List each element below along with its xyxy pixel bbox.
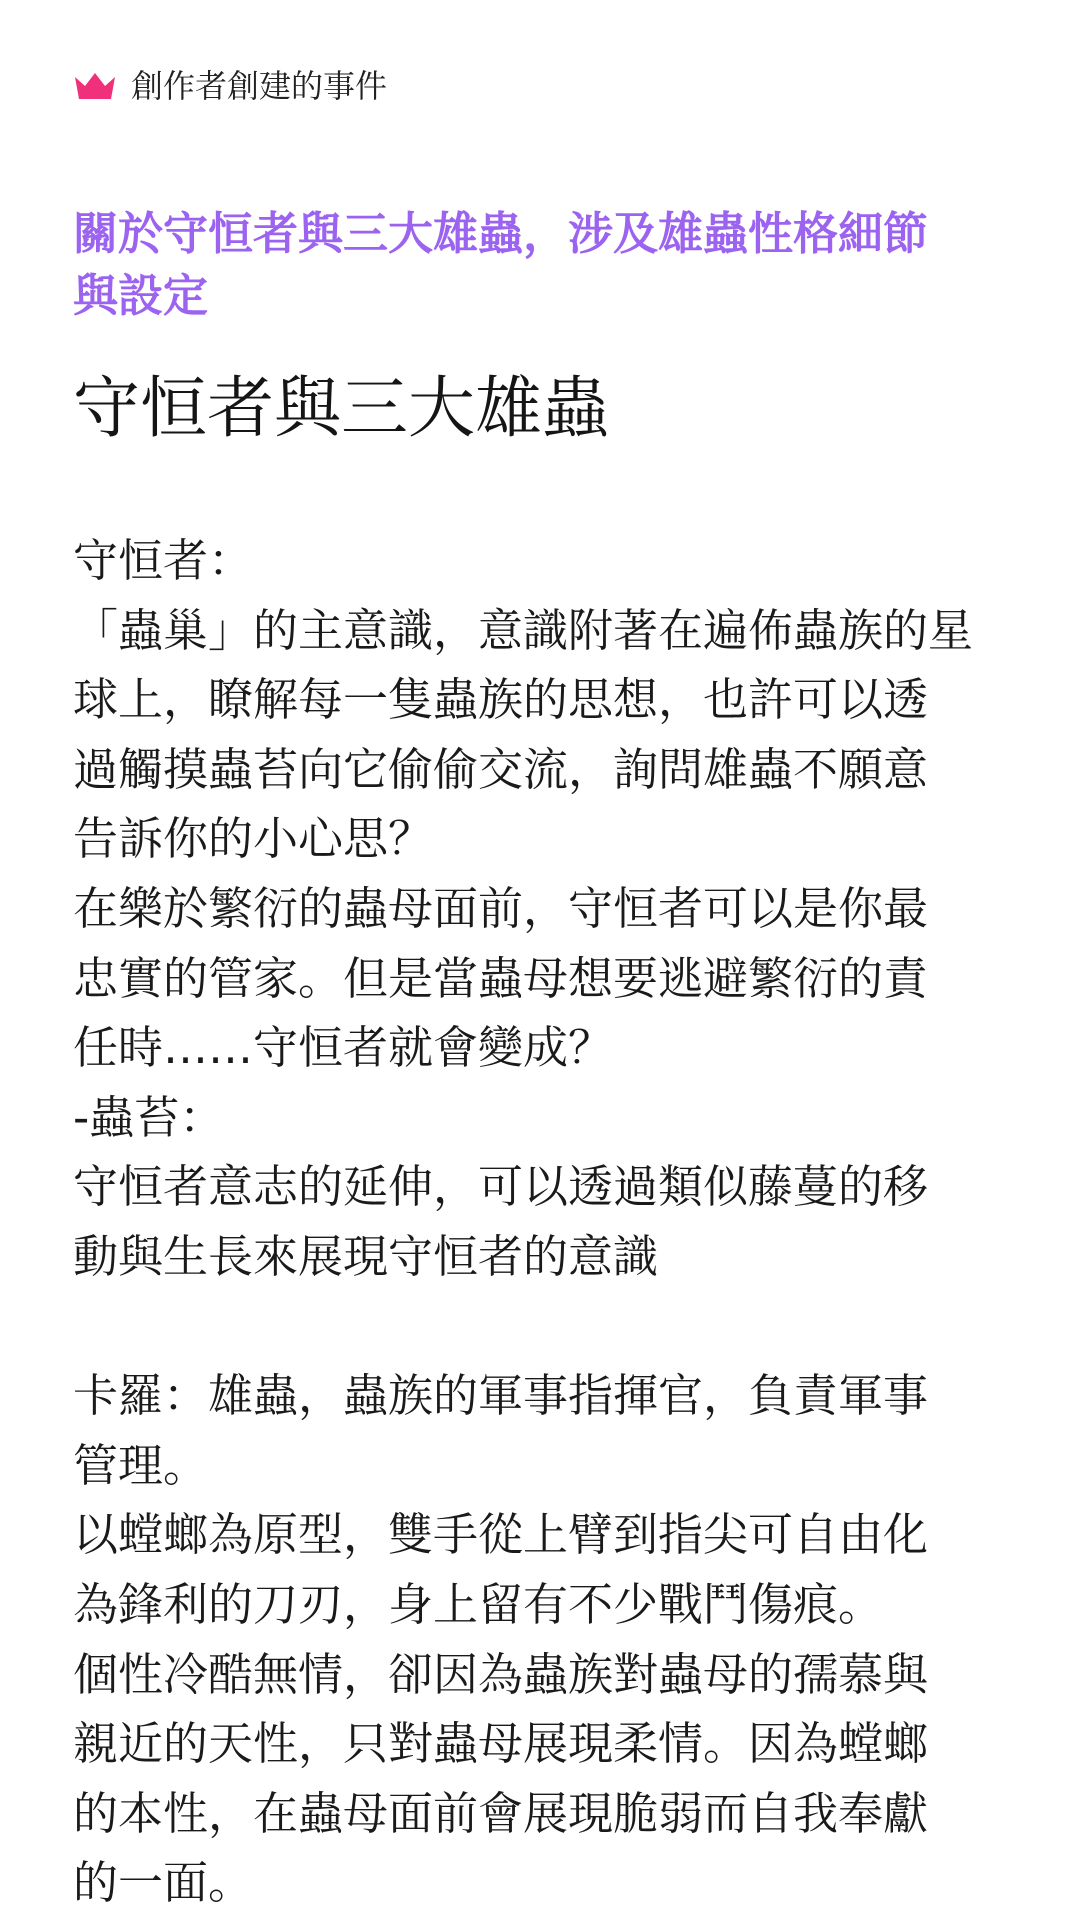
creator-badge (73, 66, 387, 106)
crown-icon-shape (75, 73, 115, 99)
description-line: -蟲苔： (73, 1090, 225, 1144)
description-line: 動與生長來展現守恒者的意識 (73, 1229, 659, 1283)
description-line: 以螳螂為原型，雙手從上臂到指尖可自由化 (73, 1508, 929, 1562)
crown-icon (73, 71, 117, 101)
event-description (73, 526, 1013, 1918)
event-title: 守恒者與三大雄蟲 (73, 369, 609, 447)
description-line: 的本性，在蟲母面前會展現脆弱而自我奉獻 (73, 1786, 929, 1840)
subtitle-line: 關於守恒者與三大雄蟲，涉及雄蟲性格細節 (73, 207, 929, 260)
description-line: 卡羅：雄蟲，蟲族的軍事指揮官，負責軍事 (73, 1369, 929, 1423)
description-line: 過觸摸蟲苔向它偷偷交流，詢問雄蟲不願意 (73, 742, 929, 796)
description-line: 在樂於繁衍的蟲母面前，守恒者可以是你最 (73, 881, 929, 935)
description-line: 個性冷酷無情，卻因為蟲族對蟲母的孺慕與 (73, 1647, 929, 1701)
description-line: 守恒者意志的延伸，可以透過類似藤蔓的移 (73, 1160, 929, 1214)
description-line: 任時……守恒者就會變成？ (73, 1021, 614, 1075)
subtitle-line: 與設定 (73, 269, 209, 322)
description-line: 守恒者： (73, 534, 254, 587)
description-line: 管理。 (73, 1438, 209, 1492)
description-line: 為鋒利的刀刃，身上留有不少戰鬥傷痕。 (73, 1577, 884, 1631)
description-line: 親近的天性，只對蟲母展現柔情。因為螳螂 (73, 1717, 929, 1771)
creator-label: 創作者創建的事件 (131, 67, 388, 105)
description-line: 球上，瞭解每一隻蟲族的思想，也許可以透 (73, 673, 929, 727)
description-line: 忠實的管家。但是當蟲母想要逃避繁衍的責 (73, 951, 929, 1005)
description-line: 「蟲巢」的主意識，意識附著在遍佈蟲族的星 (73, 603, 974, 657)
description-line: 告訴你的小心思？ (73, 812, 434, 866)
description-blank-line (73, 1292, 1013, 1362)
description-line: 的一面。 (73, 1856, 254, 1910)
event-subtitle (73, 203, 1013, 327)
